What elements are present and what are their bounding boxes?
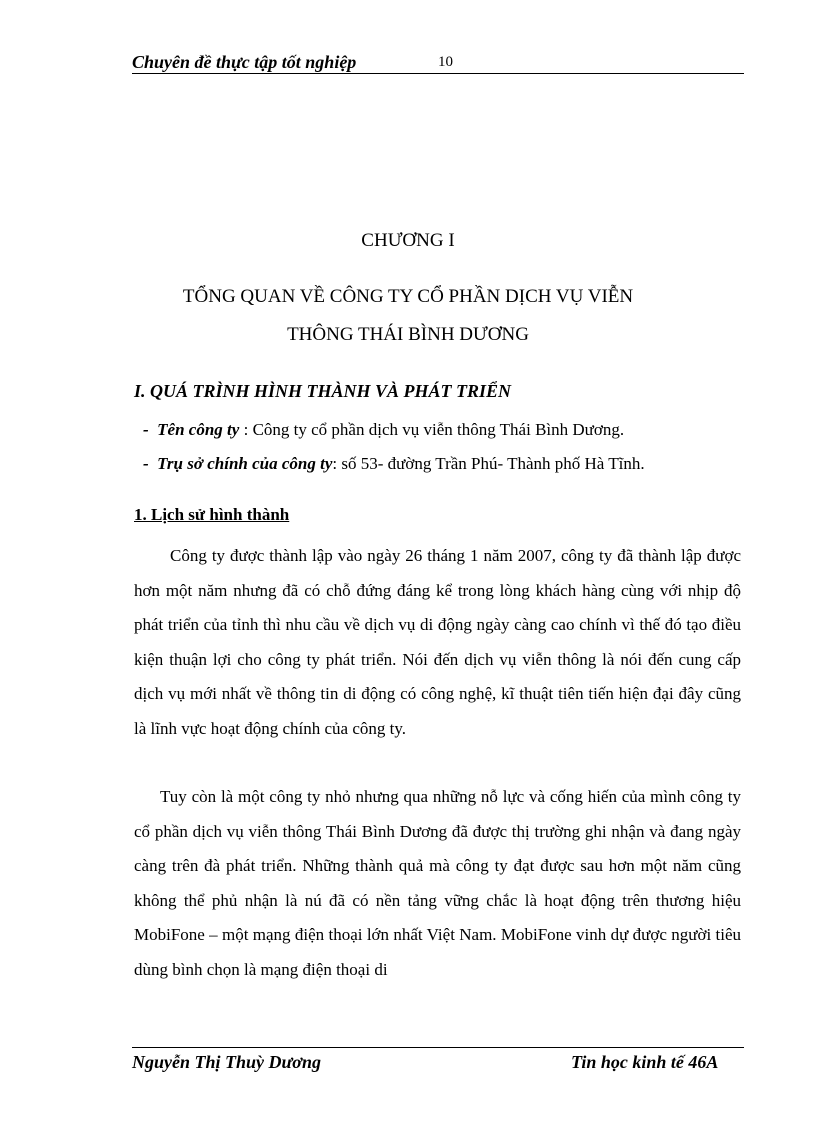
separator: : bbox=[332, 454, 342, 473]
headquarters-line bbox=[143, 454, 645, 474]
footer-rule bbox=[132, 1047, 744, 1048]
paragraph-achievements: Tuy còn là một công ty nhỏ nhưng qua những nỗ lực và cống hiến của mình công ty cổ phần dịch vụ viễn thông Thái Bình Dương đã được thị trường ghi nhận và đang ngày càng trên đà phát triển. Những thành quả mà công ty đạt được sau hơn một năm cũng không thể phủ nhận là nú đã có nền tảng vững chắc là hoạt động trên thương hiệu MobiFone – một mạng điện thoại lớn nhất Việt Nam. MobiFone vinh dự được người tiêu dùng bình chọn là mạng điện thoại di bbox=[134, 787, 741, 979]
subsection-heading: 1. Lịch sử hình thành bbox=[134, 505, 290, 524]
separator: : bbox=[239, 420, 253, 439]
company-name-label: Tên công ty bbox=[157, 420, 240, 439]
paragraph-history: Công ty được thành lập vào ngày 26 tháng 1 năm 2007, công ty đã thành lập được hơn một năm nhưng đã có chỗ đứng đáng kể trong lòng khách hàng cùng với nhịp độ phát triển của tỉnh thì nhu cầu về dịch vụ di động ngày càng cao chính vì thế đó tạo điều kiện thuận lợi cho công ty phát triển. Nói đến dịch vụ viễn thông là nói đến cung cấp dịch vụ mới nhất về thông tin di động có công nghệ, kĩ thuật tiên tiến hiện đại đây cũng là lĩnh vực hoạt động chính của công ty. bbox=[134, 546, 741, 738]
company-name-value: Công ty cổ phần dịch vụ viễn thông Thái Bình Dương. bbox=[252, 420, 625, 439]
chapter-title-line1: TỔNG QUAN VỀ CÔNG TY CỔ PHẦN DỊCH VỤ VIỄN bbox=[182, 286, 634, 307]
footer-author: Nguyễn Thị Thuỳ Dương bbox=[132, 1052, 321, 1072]
chapter-title-line2: THÔNG THÁI BÌNH DƯƠNG bbox=[287, 324, 529, 345]
section-heading: I. QUÁ TRÌNH HÌNH THÀNH VÀ PHÁT TRIỂN bbox=[134, 381, 512, 401]
footer-class: Tin học kinh tế 46A bbox=[571, 1052, 719, 1072]
headquarters-value: số 53- đường Trần Phú- Thành phố Hà Tĩnh. bbox=[341, 454, 645, 473]
chapter-number: CHƯƠNG I bbox=[361, 230, 455, 251]
bullet: - bbox=[143, 454, 149, 473]
bullet: - bbox=[143, 420, 149, 439]
page-number: 10 bbox=[438, 54, 453, 70]
header-rule bbox=[132, 73, 744, 74]
headquarters-label: Trụ sở chính của công ty bbox=[157, 454, 333, 473]
header-title: Chuyên đề thực tập tốt nghiệp bbox=[132, 52, 357, 72]
company-name-line bbox=[143, 420, 624, 440]
